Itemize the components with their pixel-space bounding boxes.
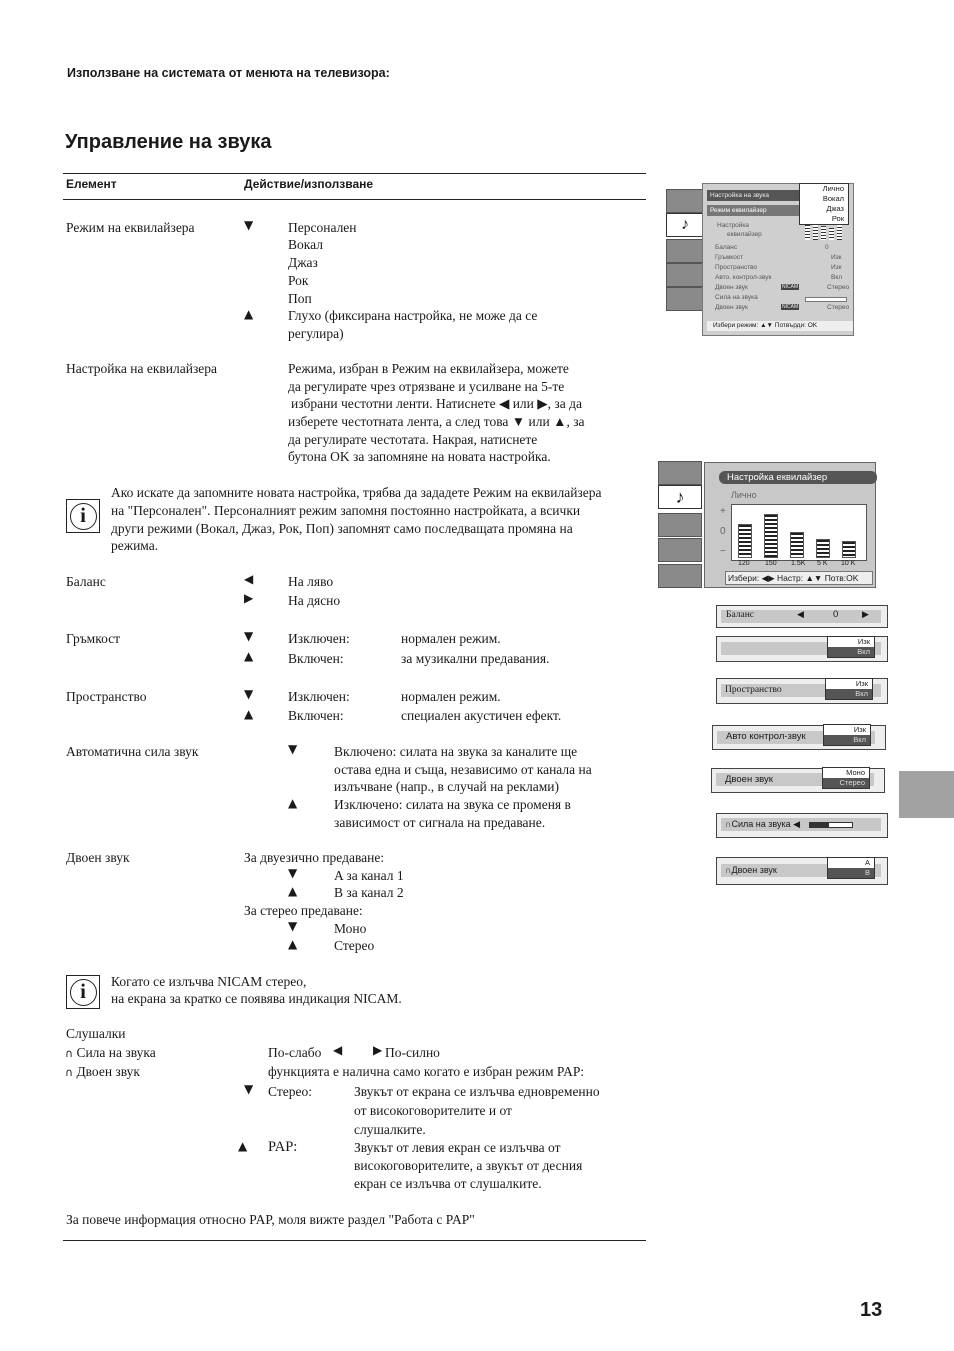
balance-right: На дясно [288, 593, 341, 608]
osd-selected-item[interactable]: Режим еквилайзер [707, 205, 806, 216]
popup-option[interactable]: Моно [846, 768, 865, 777]
hp-weaker: По-слабо [268, 1045, 322, 1060]
avl-off-text: Изключено: силата на звука се променя в [334, 797, 571, 812]
avl-on-text: излъчване (напр., в случай на реклами) [334, 779, 559, 794]
space-off-desc: нормален режим. [401, 689, 501, 704]
bar-value: 0 [833, 609, 839, 620]
down-arrow-icon: ▼ [244, 687, 254, 701]
eq-option: Джаз [288, 255, 318, 270]
band-label: 150 [765, 560, 777, 567]
headphones-label: Слушалки [66, 1026, 126, 1041]
bar-label: Пространство [725, 685, 782, 695]
loudness-on: Включен: [288, 651, 344, 666]
bar-label: ∩Двоен звук [725, 865, 777, 875]
osd-title: Настройка на звука [707, 190, 806, 201]
teletext-menu-icon [658, 564, 702, 588]
osd-value: Изк [831, 264, 842, 271]
avl-off-text: зависимост от сигнала на предаване. [334, 815, 546, 830]
loudness-off: Изключен: [288, 631, 350, 646]
hp-dual-label: Двоен звук [76, 1064, 140, 1079]
hp-volume-label: Сила на звука [76, 1045, 156, 1060]
eq-band-bar[interactable] [738, 524, 752, 558]
hp-pap-desc: Звукът от левия екран се излъчва от [354, 1140, 561, 1155]
band-label: 10 K [841, 560, 856, 567]
osd-item: Баланс [715, 244, 738, 251]
eq-band-bar[interactable] [790, 532, 804, 559]
loudness-off-desc: нормален режим. [401, 631, 501, 646]
osd-value: Стерео [827, 284, 850, 291]
osd-value: Изк [831, 254, 842, 261]
popup-option[interactable]: Изк [857, 637, 870, 646]
eq-band-bar[interactable] [816, 539, 830, 558]
popup-option[interactable]: Вкл [824, 735, 870, 745]
eq-setting-text: да регулирате честотата. Накрая, натиснете [288, 432, 538, 447]
avl-bar[interactable] [712, 725, 886, 750]
footer-note: За повече информация относно PAP, моля вижте раздел "Работа с PAP" [66, 1212, 475, 1227]
osd-item: Сила на звука [715, 294, 758, 301]
balance-bar[interactable] [716, 605, 888, 628]
hp-dual-row [65, 1063, 140, 1082]
headphones-icon: ∩ [725, 819, 732, 829]
note-text: на екрана за кратко се появява индикация NICAM. [111, 991, 402, 1006]
eq-title: Настройка еквилайзер [719, 471, 877, 484]
avl-label: Автоматична сила звук [66, 744, 199, 759]
eq-setting-text: избрани честотни ленти. Натиснете ◀ или ▶, за да [291, 396, 582, 411]
chapter-tab [899, 771, 954, 818]
popup-option[interactable]: Стерео [823, 778, 869, 788]
volume-slider[interactable] [809, 822, 853, 828]
space-on: Включен: [288, 708, 344, 723]
osd-value: 0 [825, 244, 829, 251]
popup-option[interactable]: A [864, 858, 870, 867]
avl-on-text: остава една и съща, независимо от канала на [334, 762, 592, 777]
axis-plus: + [720, 506, 726, 517]
eq-band-bar[interactable] [764, 514, 778, 558]
features-menu-icon [666, 239, 704, 263]
on-off-popup[interactable] [825, 678, 873, 700]
eq-option: Рок [288, 273, 309, 288]
headphones-icon: ∩ [725, 865, 732, 875]
page-title: Управление на звука [65, 131, 272, 153]
up-arrow-icon: ▲ [244, 649, 254, 663]
popup-option[interactable]: Вкл [826, 689, 872, 699]
col-element-heading: Елемент [66, 177, 117, 191]
osd-equalizer [654, 458, 876, 588]
hp-volume-row [65, 1044, 156, 1063]
bar-label: Авто контрол-звук [726, 731, 806, 742]
col-action-heading: Действие/използване [244, 177, 374, 191]
headphones-icon: ∩ [65, 1066, 74, 1079]
note-text: режима. [111, 538, 159, 553]
popup-option[interactable]: Лично [822, 184, 844, 193]
hp-stereo-desc: Звукът от екрана се излъчва едновременно [354, 1084, 600, 1099]
down-arrow-icon: ▼ [244, 218, 254, 232]
dual-mono: Моно [334, 921, 367, 936]
picture-menu-icon [658, 461, 702, 485]
table-top-rule [63, 173, 646, 174]
dual-stereo: Стерео [334, 938, 375, 953]
loudness-label: Гръмкост [66, 631, 121, 646]
eq-option: Персонален [288, 220, 357, 235]
space-label: Пространство [66, 689, 147, 704]
dual-bilingual-heading: За двуезично предаване: [244, 850, 385, 865]
eq-setting-text: бутона OK за запомняне на новата настройка. [288, 449, 551, 464]
popup-option[interactable]: Вокал [822, 194, 844, 203]
info-icon: i [66, 499, 100, 533]
osd-item: Авто. контрол-звук [715, 274, 772, 281]
down-arrow-icon: ▼ [288, 919, 298, 933]
hp-pap-desc: екран се излъчва от слушалките. [354, 1176, 542, 1191]
hp-pap: PAP: [268, 1139, 298, 1155]
bar-label: Двоен звук [725, 774, 773, 785]
eq-panel [704, 462, 876, 588]
down-arrow-icon: ▼ [288, 742, 298, 756]
osd-volume-bar [805, 297, 847, 302]
dual-a: A за канал 1 [334, 868, 404, 883]
avl-on-text: Включено: силата на звука за каналите ще [334, 744, 578, 759]
eq-footer: Избери: ◀▶ Настр: ▲▼ Потв:OK [725, 571, 873, 585]
osd-item: Настройка [717, 222, 749, 229]
dual-stereo-heading: За стерео предаване: [244, 903, 363, 918]
balance-label: Баланс [66, 574, 106, 589]
down-arrow-icon: ▼ [244, 1082, 254, 1096]
headphones-icon: ∩ [65, 1047, 74, 1060]
left-arrow-icon: ◀ [333, 1043, 343, 1057]
bar-label: ∩Сила на звука ◀ [725, 819, 801, 829]
band-label: 1.5K [791, 560, 806, 567]
osd-value: Стерео [827, 304, 850, 311]
note-text: други режими (Вокал, Джаз, Рок, Поп) запомнят само последващата промяна на [111, 521, 573, 536]
popup-option[interactable]: B [828, 868, 874, 878]
osd-value: Вкл [831, 274, 843, 281]
dual-sound-bar[interactable] [711, 768, 885, 793]
space-off: Изключен: [288, 689, 350, 704]
up-arrow-icon: ▲ [238, 1139, 248, 1153]
osd-panel [702, 183, 854, 336]
osd-item: Двоен звук [715, 284, 748, 291]
picture-menu-icon [666, 189, 704, 213]
osd-item: Пространство [715, 264, 758, 271]
note-text: Когато се излъчва NICAM стерео, [111, 974, 307, 989]
mono-stereo-popup[interactable] [822, 767, 870, 789]
hp-stereo: Стерео: [268, 1084, 312, 1099]
on-off-popup[interactable] [823, 724, 871, 746]
bar-label: Баланс [726, 610, 755, 620]
popup-option[interactable]: Вкл [828, 647, 874, 657]
balance-left: На ляво [288, 574, 334, 589]
teletext-menu-icon [666, 287, 704, 311]
music-note-icon: ♪ [658, 485, 702, 509]
section-header: Използване на системата от менюта на телевизора: [67, 66, 390, 80]
page-number: 13 [860, 1299, 883, 1321]
table-bottom-rule [63, 1240, 646, 1241]
eq-setting-label: Настройка на еквилайзера [66, 361, 218, 376]
band-label: 5 K [817, 560, 828, 567]
nicam-badge: NICAM [782, 304, 799, 310]
osd-item: еквилайзер [727, 231, 762, 238]
eq-setting-text: да регулирате чрез отрязване и усилване на 5-те [288, 379, 565, 394]
right-arrow-icon: ▶ [244, 591, 254, 605]
eq-option-flat: регулира) [288, 326, 344, 341]
note-text: на "Персонален". Персоналният режим запомня постоянно настройката, а всички [111, 503, 581, 518]
music-note-icon: ♪ [666, 213, 704, 237]
features-menu-icon [658, 513, 702, 537]
down-arrow-icon: ▼ [244, 629, 254, 643]
space-on-desc: специален акустичен ефект. [401, 708, 562, 723]
eq-mode-label: Режим на еквилайзера [66, 220, 195, 235]
hp-pap-desc: високоговорителите, а звукът от десния [354, 1158, 583, 1173]
popup-option[interactable]: Джаз [826, 204, 844, 213]
up-arrow-icon: ▲ [288, 937, 298, 951]
nicam-badge: NICAM [782, 284, 799, 290]
a-b-popup[interactable] [827, 857, 875, 879]
eq-mode-popup[interactable] [799, 183, 849, 225]
table-head-rule [63, 199, 646, 200]
headphone-volume-bar[interactable] [716, 813, 888, 838]
left-arrow-icon: ◀ [244, 572, 254, 586]
popup-option[interactable]: Рок [831, 214, 844, 223]
eq-option: Вокал [288, 237, 323, 252]
left-arrow-icon: ◀ [793, 819, 801, 829]
osd-item: Двоен звук [715, 304, 748, 311]
hp-stereo-desc: слушалките. [354, 1122, 426, 1137]
headphone-dual-bar[interactable] [716, 857, 888, 885]
space-bar[interactable] [716, 678, 888, 704]
left-arrow-icon: ◀ [797, 609, 804, 619]
hp-stereo-desc: от високоговорителите и от [354, 1103, 512, 1118]
eq-option-flat: Глухо (фиксирана настройка, не може да се [288, 308, 538, 323]
eq-graph[interactable] [731, 504, 867, 561]
hp-stronger: По-силно [385, 1045, 440, 1060]
eq-setting-text: изберете честотната лента, а след това ▼ или ▲, за [288, 414, 585, 429]
note-text: Ако искате да запомните новата настройка, трябва да зададете Режим на еквилайзера [111, 485, 602, 500]
setup-menu-icon [666, 263, 704, 287]
band-label: 120 [738, 560, 750, 567]
right-arrow-icon: ▶ [373, 1043, 383, 1057]
down-arrow-icon: ▼ [288, 866, 298, 880]
hp-func-note: функцията е налична само когато е избран режим PAP: [268, 1064, 585, 1079]
up-arrow-icon: ▲ [244, 307, 254, 321]
setup-menu-icon [658, 538, 702, 562]
eq-band-bar[interactable] [842, 541, 856, 558]
osd-item: Гръмкост [715, 254, 744, 261]
loudness-on-desc: за музикални предавания. [401, 651, 550, 666]
axis-zero: 0 [720, 526, 726, 537]
on-off-popup[interactable] [827, 636, 875, 658]
right-arrow-icon: ▶ [862, 609, 869, 619]
eq-current-mode: Лично [731, 490, 757, 500]
eq-option: Поп [288, 291, 312, 306]
osd-footer: Избери режим: ▲▼ Потвърди: OK [707, 321, 853, 331]
dual-b: B за канал 2 [334, 885, 404, 900]
popup-option[interactable]: Изк [855, 679, 868, 688]
loudness-bar[interactable] [716, 636, 888, 662]
eq-setting-text: Режима, избран в Режим на еквилайзера, можете [288, 361, 569, 376]
axis-minus: − [720, 546, 726, 557]
up-arrow-icon: ▲ [288, 796, 298, 810]
up-arrow-icon: ▲ [244, 707, 254, 721]
info-icon: i [66, 975, 100, 1009]
osd-sound-menu [660, 183, 857, 336]
up-arrow-icon: ▲ [288, 884, 298, 898]
dual-label: Двоен звук [66, 850, 130, 865]
popup-option[interactable]: Изк [853, 725, 866, 734]
